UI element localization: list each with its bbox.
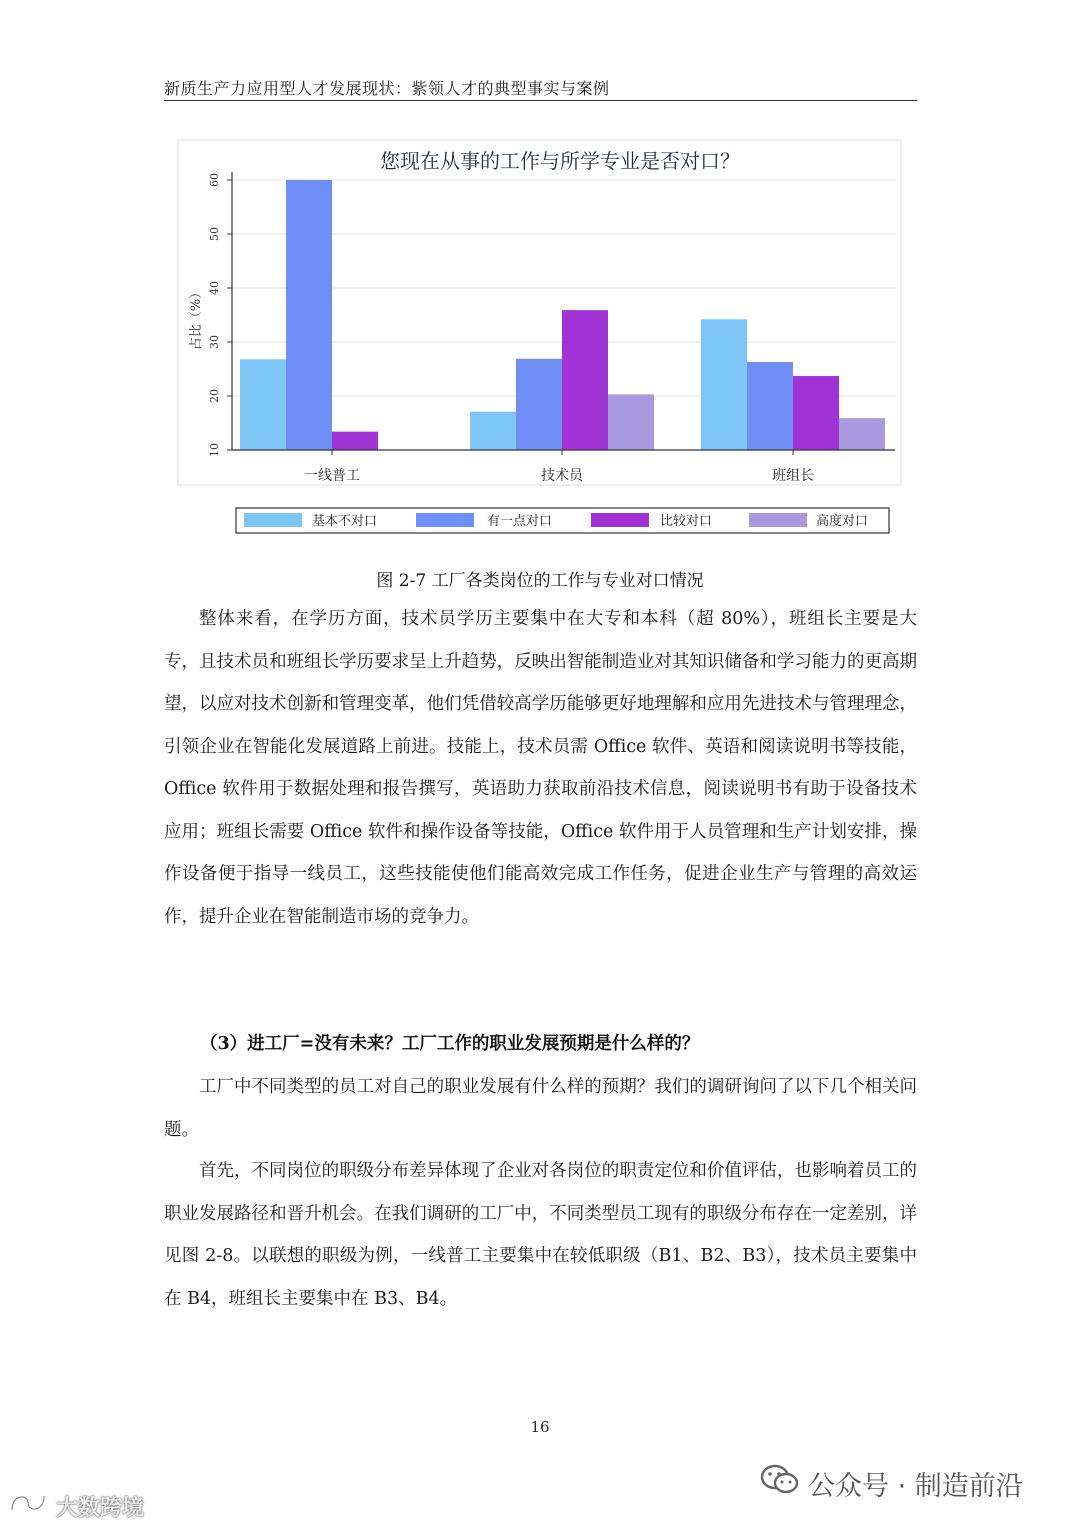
watermark-left bbox=[8, 1489, 144, 1523]
logo-icon bbox=[8, 1488, 52, 1524]
bar bbox=[608, 394, 654, 450]
watermark-left-text: 大数跨境 bbox=[56, 1495, 145, 1521]
bar bbox=[747, 362, 793, 450]
paragraph-1: 整体来看，在学历方面，技术员学历主要集中在大专和本科（超 80%），班组长主要是大专，且技术员和班组长学历要求呈上升趋势，反映出智能制造业对其知识储备和学习能力的更高期望，以应对技术创新和管理变革，他们凭借较高学历能够更好地理解和应用先进技术与管理理念，引领企业在智能化发展道路上前进。技能上，技术员需 Office 软件、英语和阅读说明书等技能，Office 软件用于数据处理和报告撰写，英语助力获取前沿技术信息，阅读说明书有助于设备技术应用；班组长需要 Office 软件和操作设备等技能，Office 软件用于人员管理和生产计划安排，操作设备便于指导一线员工，这些技能使他们能高效完成工作任务，促进企业生产与管理的高效运作，提升企业在智能制造市场的竞争力。 bbox=[164, 609, 917, 927]
bar bbox=[793, 376, 839, 450]
legend-label: 有一点对口 bbox=[487, 514, 553, 529]
paragraph-2: 工厂中不同类型的员工对自己的职业发展有什么样的预期？我们的调研询问了以下几个相关问题。 bbox=[164, 1077, 917, 1140]
running-title: 新质生产力应用型人才发展现状：紫领人才的典型事实与案例 bbox=[164, 79, 610, 98]
legend-swatch bbox=[416, 513, 474, 527]
watermark-right bbox=[760, 1463, 1023, 1503]
bar bbox=[839, 418, 885, 450]
bar bbox=[701, 319, 747, 450]
section-heading: （3）进工厂=没有未来？工厂工作的职业发展预期是什么样的？ bbox=[200, 1034, 700, 1054]
bar bbox=[332, 432, 378, 450]
legend-label: 基本不对口 bbox=[312, 514, 378, 529]
watermark-right-text: 公众号 · 制造前沿 bbox=[808, 1470, 1023, 1502]
bar bbox=[562, 310, 608, 450]
y-tick-label: 50 bbox=[208, 227, 221, 241]
x-tick-label: 技术员 bbox=[541, 468, 583, 484]
wechat-icon bbox=[760, 1463, 800, 1504]
x-tick-label: 班组长 bbox=[772, 468, 814, 484]
legend-label: 高度对口 bbox=[816, 514, 869, 529]
legend-swatch bbox=[244, 513, 302, 527]
x-tick-label: 一线普工 bbox=[304, 468, 360, 484]
legend-swatch bbox=[749, 513, 807, 527]
y-tick-label: 10 bbox=[208, 443, 221, 457]
y-axis-label: 占比（%） bbox=[189, 285, 204, 351]
figure-caption: 图 2-7 工厂各类岗位的工作与专业对口情况 bbox=[376, 571, 704, 591]
y-tick-label: 60 bbox=[208, 173, 221, 187]
bar bbox=[516, 359, 562, 450]
legend-label: 比较对口 bbox=[660, 514, 713, 529]
bar-chart bbox=[0, 0, 1080, 560]
legend bbox=[236, 508, 889, 533]
y-tick-label: 40 bbox=[208, 281, 221, 295]
bar bbox=[240, 359, 286, 450]
chart-title: 您现在从事的工作与所学专业是否对口？ bbox=[380, 149, 740, 173]
page-number: 16 bbox=[530, 1418, 550, 1436]
bar bbox=[470, 412, 516, 450]
paragraph-3: 首先，不同岗位的职级分布差异体现了企业对各岗位的职责定位和价值评估，也影响着员工的职业发展路径和晋升机会。在我们调研的工厂中，不同类型员工现有的职级分布存在一定差别，详见图 2-8。以联想的职级为例，一线普工主要集中在较低职级（B1、B2、B3），技术员主要集中在 B4，班组长主要集中在 B3、B4。 bbox=[164, 1161, 917, 1309]
y-tick-label: 30 bbox=[208, 335, 221, 349]
y-tick-label: 20 bbox=[208, 389, 221, 403]
bar bbox=[286, 180, 332, 450]
legend-swatch bbox=[591, 513, 649, 527]
